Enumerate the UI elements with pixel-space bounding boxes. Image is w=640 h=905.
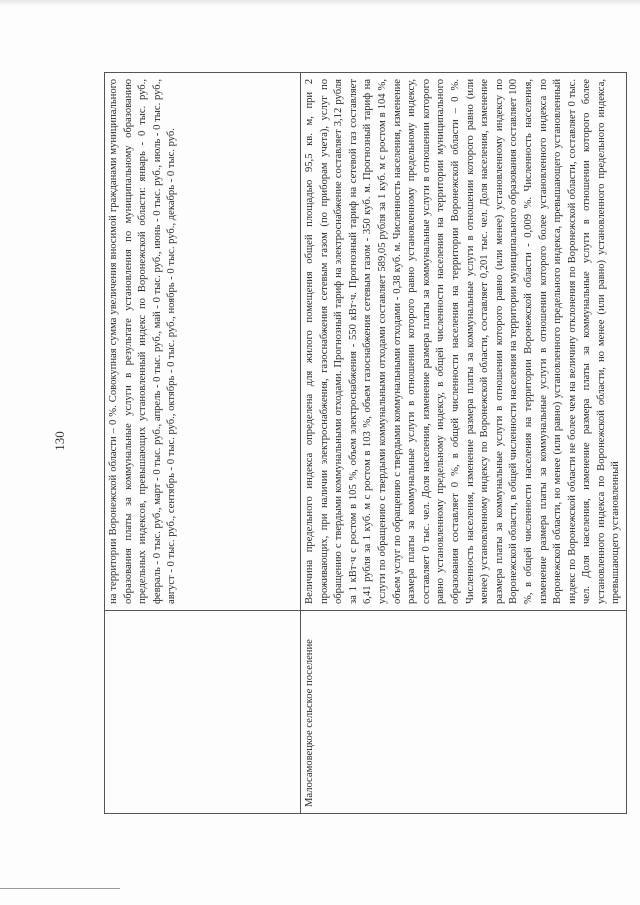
page-number: 130	[52, 431, 67, 451]
description-cell	[105, 73, 301, 611]
description-cell	[301, 73, 627, 611]
description-text: на территории Воронежской области – 0 %. Совокупная сумма увеличения вносимой гражданами муниципального образования платы за коммунальные услуги в результате установления по муниципальному образованию предельных индексов, превышающих установленный индекс по Воронежской области: январь - 0 тыс. руб., февраль - 0 тыс. руб., март - 0 тыс. руб., апрель - 0 тыс. руб., май - 0 тыс. руб., июнь - 0 тыс. руб., июль - 0 тыс. руб., август - 0 тыс. руб., сентябрь - 0 тыс. руб., октябрь - 0 тыс. руб., ноябрь - 0 тыс. руб., декабрь - 0 тыс. руб.	[108, 79, 178, 604]
description-text: Величина предельного индекса определена для жилого помещения общей площадью 95,5 кв. м, при 2 проживающих, при наличии электроснабжения, газоснабжения сетевым газом (по приборам учета), услуг по обращению с твердыми коммунальными отходами. Прогнозный тариф на электроснабжение составляет 3,12 рубля за 1 кВт·ч с ростом в 105 %, объем электроснабжения - 550 кВт·ч. Прогнозный тариф на сетевой газ составляет 6,41 рубля за 1 куб. м с ростом в 103 %, объем газоснабжения сетевым газом - 350 куб. м. Прогнозный тариф на услуги по обращению с твердыми коммунальными отходами составляет 589,05 рубля за 1 куб. м с ростом в 104 %, объем услуг по обращению с твердыми коммунальными отходами - 0,38 куб. м. Численность населения, изменение размера платы за коммунальные услуги в отношении которого равно установленному предельному индексу, составляет 0 тыс. чел. Доля населения, изменение размера платы за коммунальные услуги в отношении которого равно установленному предельному индексу, в общей численности населения на территории муниципального образования составляет 0 %, в общей численности населения на территории Воронежской области – 0 %. Численность населения, изменение размера платы за коммунальные услуги в отношении которого равно (или менее) установленному индексу по Воронежской области, составляет 0,201 тыс. чел. Доля населения, изменение размера платы за коммунальные услуги в отношении которого равно (или менее) установленному индексу по Воронежской области, в общей численности населения на территории муниципального образования составляет 100 %, в общей численности населения на территории Воронежской области - 0,009 %. Численность населения, изменение размера платы за коммунальные услуги в отношении которого более установленного индекса по Воронежской области, но менее (или равно) установленного предельного индекса, превышающего установленный индекс по Воронежской области не более чем на величину отклонения по Воронежской области, составляет 0 тыс. чел. Доля населения, изменение размера платы за коммунальные услуги в отношении которого более установленного индекса по Воронежской области, но менее (или равно) установленного предельного индекса, превышающего установленный	[304, 79, 622, 604]
scan-edge-shadow	[0, 0, 640, 6]
footer-rule	[0, 888, 120, 889]
table-row	[301, 73, 627, 814]
tariff-table	[104, 72, 627, 814]
rotated-page-content	[44, 54, 622, 828]
table-row	[105, 73, 301, 814]
municipality-cell: Малосамовецкое сельское поселение	[301, 611, 627, 814]
municipality-cell	[105, 611, 301, 814]
